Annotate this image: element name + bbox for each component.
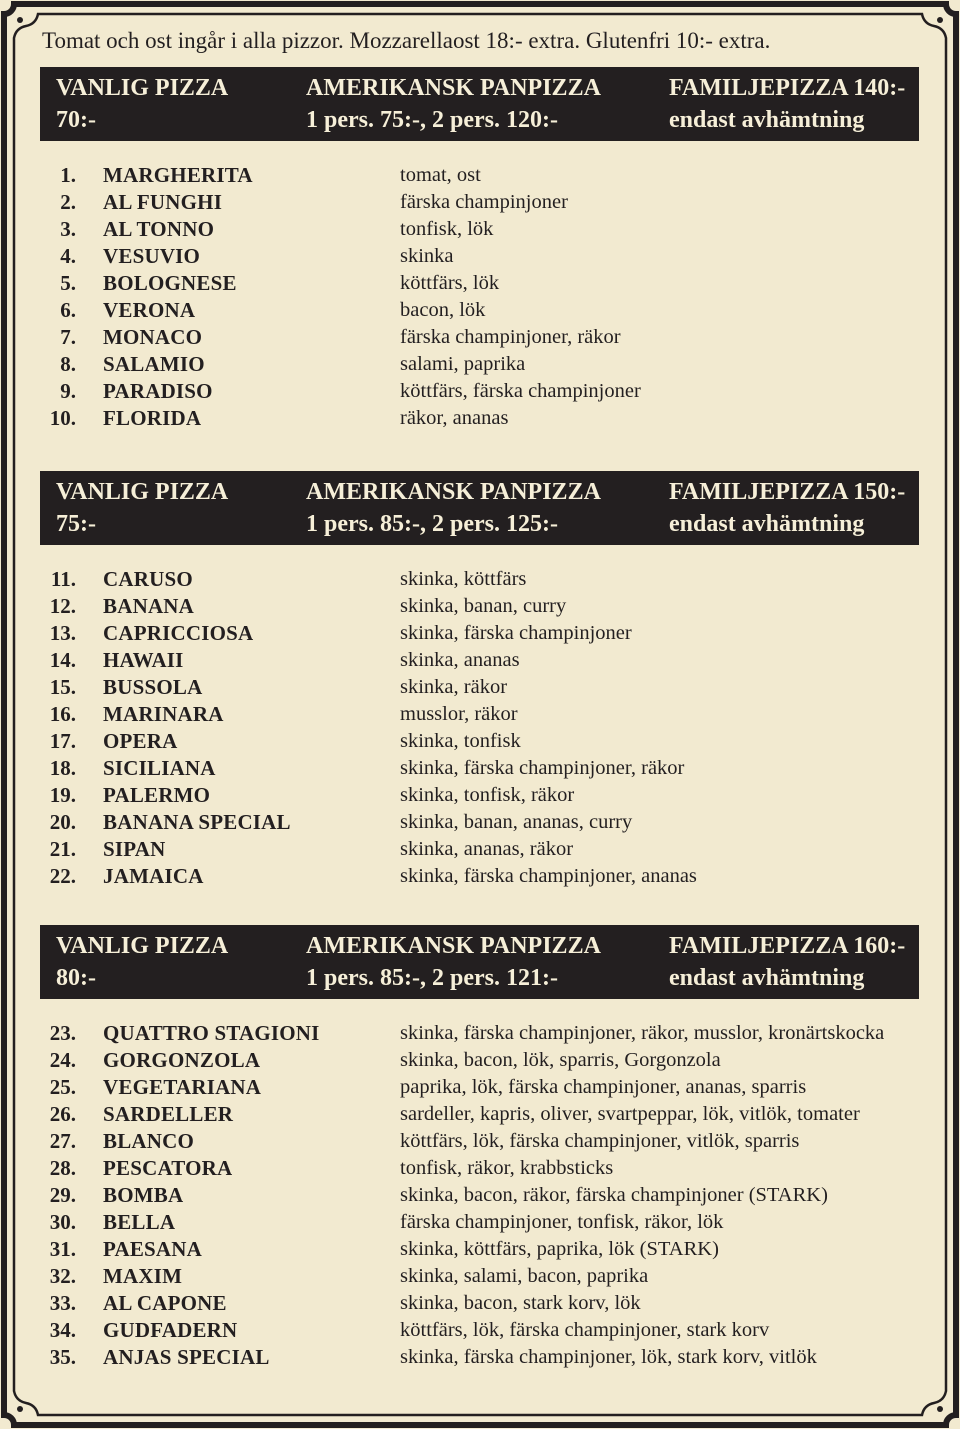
list-item: [40, 620, 920, 647]
pizza-name: BUSSOLA: [103, 675, 203, 699]
list-item: [40, 836, 920, 863]
list-item: [40, 809, 920, 836]
pizza-name: BOLOGNESE: [103, 271, 237, 295]
pizza-name: GORGONZOLA: [103, 1048, 261, 1072]
list-item: [40, 863, 920, 890]
pizza-ingredients: skinka, salami, bacon, paprika: [400, 1265, 649, 1287]
list-item: [40, 1317, 920, 1344]
price-header-1: [40, 67, 919, 141]
pizza-number: 8.: [60, 352, 76, 376]
pizza-name: BELLA: [103, 1210, 176, 1234]
pizza-name: BANANA: [103, 594, 195, 618]
intro-text: Tomat och ost ingår i alla pizzor. Mozzarellaost 18:- extra. Glutenfri 10:- extra.: [42, 28, 771, 53]
pizza-name: SIPAN: [103, 837, 166, 861]
pizza-name: PESCATORA: [103, 1156, 233, 1180]
pizza-ingredients: bacon, lök: [400, 299, 486, 321]
pizza-name: SICILIANA: [103, 756, 216, 780]
header-regular-pizza: VANLIG PIZZA 75:-: [56, 479, 229, 537]
list-item: [40, 1209, 920, 1236]
pizza-ingredients: skinka, ananas: [400, 649, 520, 671]
pizza-number: 3.: [60, 217, 76, 241]
pizza-ingredients: skinka, tonfisk: [400, 730, 521, 752]
pizza-ingredients: skinka, färska champinjoner, räkor: [400, 757, 685, 779]
pizza-name: VESUVIO: [103, 244, 201, 268]
pizza-name: JAMAICA: [103, 864, 204, 888]
pizza-name: BLANCO: [103, 1129, 195, 1153]
header-family-pizza: FAMILJEPIZZA 160:- endast avhämtning: [669, 933, 906, 991]
pizza-number: 22.: [49, 864, 76, 888]
pizza-number: 7.: [60, 325, 76, 349]
pizza-number: 5.: [60, 271, 76, 295]
pizza-ingredients: färska champinjoner: [400, 191, 568, 213]
header-pan-pizza: AMERIKANSK PANPIZZA 1 pers. 85:-, 2 pers. 121:-: [306, 933, 601, 991]
pizza-ingredients: skinka, köttfärs, paprika, lök (STARK): [400, 1238, 719, 1260]
list-item: [40, 593, 920, 620]
list-item: [40, 351, 920, 378]
pizza-number: 20.: [49, 810, 76, 834]
pizza-name: SALAMIO: [103, 352, 205, 376]
list-item: [40, 324, 920, 351]
pizza-number: 2.: [60, 190, 76, 214]
pizza-ingredients: salami, paprika: [400, 353, 526, 375]
pizza-number: 17.: [49, 729, 76, 753]
list-item: [40, 728, 920, 755]
pizza-name: SARDELLER: [103, 1102, 234, 1126]
pizza-number: 34.: [49, 1318, 76, 1342]
pizza-number: 19.: [49, 783, 76, 807]
header-family-pizza: FAMILJEPIZZA 140:- endast avhämtning: [669, 75, 906, 133]
price-header-2: [40, 471, 919, 545]
header-regular-pizza: VANLIG PIZZA 70:-: [56, 75, 229, 133]
pizza-name: MAXIM: [103, 1264, 183, 1288]
pizza-ingredients: skinka, räkor: [400, 676, 508, 698]
pizza-list-3: [40, 1020, 920, 1371]
pizza-name: AL TONNO: [103, 217, 215, 241]
pizza-number: 18.: [49, 756, 76, 780]
pizza-ingredients: skinka, bacon, stark korv, lök: [400, 1292, 641, 1314]
list-item: [40, 566, 920, 593]
pizza-number: 14.: [49, 648, 76, 672]
pizza-number: 25.: [49, 1075, 76, 1099]
header-pan-pizza: AMERIKANSK PANPIZZA 1 pers. 85:-, 2 pers. 125:-: [306, 479, 601, 537]
pizza-name: PARADISO: [103, 379, 213, 403]
pizza-number: 21.: [49, 837, 76, 861]
pizza-name: HAWAII: [103, 648, 184, 672]
pizza-number: 32.: [49, 1264, 76, 1288]
pizza-ingredients: färska champinjoner, tonfisk, räkor, lök: [400, 1211, 724, 1233]
pizza-number: 23.: [49, 1021, 76, 1045]
pizza-ingredients: köttfärs, färska champinjoner: [400, 380, 641, 402]
pizza-name: PALERMO: [103, 783, 211, 807]
list-item: [40, 378, 920, 405]
pizza-name: ANJAS SPECIAL: [103, 1345, 270, 1369]
list-item: [40, 1020, 920, 1047]
list-item: [40, 405, 920, 432]
list-item: [40, 1290, 920, 1317]
list-item: [40, 1074, 920, 1101]
list-item: [40, 1263, 920, 1290]
pizza-name: CARUSO: [103, 567, 193, 591]
pizza-ingredients: skinka, färska champinjoner, räkor, musslor, kronärtskocka: [400, 1022, 885, 1044]
pizza-number: 1.: [60, 163, 76, 187]
pizza-ingredients: färska champinjoner, räkor: [400, 326, 621, 348]
pizza-ingredients: skinka, bacon, lök, sparris, Gorgonzola: [400, 1049, 721, 1071]
pizza-ingredients: skinka: [400, 245, 454, 267]
pizza-number: 33.: [49, 1291, 76, 1315]
pizza-name: MARGHERITA: [103, 163, 253, 187]
list-item: [40, 162, 920, 189]
list-item: [40, 1155, 920, 1182]
pizza-number: 28.: [49, 1156, 76, 1180]
pizza-number: 29.: [49, 1183, 76, 1207]
list-item: [40, 1344, 920, 1371]
pizza-number: 31.: [49, 1237, 76, 1261]
pizza-ingredients: skinka, banan, curry: [400, 595, 567, 617]
pizza-ingredients: tomat, ost: [400, 164, 481, 186]
pizza-name: BANANA SPECIAL: [103, 810, 291, 834]
pizza-ingredients: tonfisk, räkor, krabbsticks: [400, 1157, 614, 1179]
pizza-list-1: [40, 162, 920, 432]
list-item: [40, 782, 920, 809]
pizza-ingredients: skinka, tonfisk, räkor: [400, 784, 575, 806]
pizza-name: MONACO: [103, 325, 203, 349]
list-item: [40, 701, 920, 728]
list-item: [40, 1128, 920, 1155]
pizza-number: 11.: [50, 567, 76, 591]
list-item: [40, 1101, 920, 1128]
header-pan-pizza: AMERIKANSK PANPIZZA 1 pers. 75:-, 2 pers. 120:-: [306, 75, 601, 133]
pizza-number: 13.: [49, 621, 76, 645]
pizza-name: MARINARA: [103, 702, 224, 726]
pizza-number: 12.: [49, 594, 76, 618]
price-header-3: [40, 925, 919, 999]
pizza-number: 6.: [60, 298, 76, 322]
pizza-number: 15.: [49, 675, 76, 699]
pizza-name: BOMBA: [103, 1183, 184, 1207]
pizza-name: VERONA: [103, 298, 196, 322]
pizza-ingredients: paprika, lök, färska champinjoner, ananas, sparris: [400, 1076, 807, 1098]
pizza-number: 9.: [60, 379, 76, 403]
pizza-name: VEGETARIANA: [103, 1075, 262, 1099]
pizza-ingredients: musslor, räkor: [400, 703, 518, 725]
pizza-name: FLORIDA: [103, 406, 202, 430]
pizza-name: CAPRICCIOSA: [103, 621, 254, 645]
pizza-ingredients: skinka, färska champinjoner: [400, 622, 632, 644]
pizza-number: 16.: [49, 702, 76, 726]
list-item: [40, 189, 920, 216]
pizza-ingredients: räkor, ananas: [400, 407, 509, 429]
pizza-name: OPERA: [103, 729, 178, 753]
pizza-number: 26.: [49, 1102, 76, 1126]
pizza-ingredients: skinka, bacon, räkor, färska champinjoner (STARK): [400, 1184, 828, 1206]
pizza-ingredients: skinka, färska champinjoner, ananas: [400, 865, 697, 887]
pizza-name: QUATTRO STAGIONI: [103, 1021, 320, 1045]
header-family-pizza: FAMILJEPIZZA 150:- endast avhämtning: [669, 479, 906, 537]
pizza-name: GUDFADERN: [103, 1318, 238, 1342]
pizza-name: AL CAPONE: [103, 1291, 227, 1315]
pizza-number: 24.: [49, 1048, 76, 1072]
pizza-name: PAESANA: [103, 1237, 203, 1261]
list-item: [40, 297, 920, 324]
pizza-ingredients: köttfärs, lök, färska champinjoner, stark korv: [400, 1319, 770, 1341]
list-item: [40, 216, 920, 243]
header-regular-pizza: VANLIG PIZZA 80:-: [56, 933, 229, 991]
pizza-ingredients: skinka, banan, ananas, curry: [400, 811, 633, 833]
pizza-number: 35.: [49, 1345, 76, 1369]
pizza-ingredients: skinka, färska champinjoner, lök, stark korv, vitlök: [400, 1346, 817, 1368]
pizza-list-2: [40, 566, 920, 890]
pizza-number: 27.: [49, 1129, 76, 1153]
pizza-ingredients: köttfärs, lök: [400, 272, 500, 294]
list-item: [40, 647, 920, 674]
pizza-number: 10.: [49, 406, 76, 430]
pizza-ingredients: tonfisk, lök: [400, 218, 494, 240]
pizza-ingredients: skinka, köttfärs: [400, 568, 527, 590]
list-item: [40, 1047, 920, 1074]
pizza-ingredients: sardeller, kapris, oliver, svartpeppar, lök, vitlök, tomater: [400, 1103, 860, 1125]
pizza-number: 4.: [60, 244, 76, 268]
list-item: [40, 755, 920, 782]
list-item: [40, 243, 920, 270]
list-item: [40, 1236, 920, 1263]
pizza-name: AL FUNGHI: [103, 190, 223, 214]
list-item: [40, 1182, 920, 1209]
pizza-ingredients: skinka, ananas, räkor: [400, 838, 574, 860]
pizza-ingredients: köttfärs, lök, färska champinjoner, vitlök, sparris: [400, 1130, 800, 1152]
list-item: [40, 674, 920, 701]
pizza-number: 30.: [49, 1210, 76, 1234]
list-item: [40, 270, 920, 297]
